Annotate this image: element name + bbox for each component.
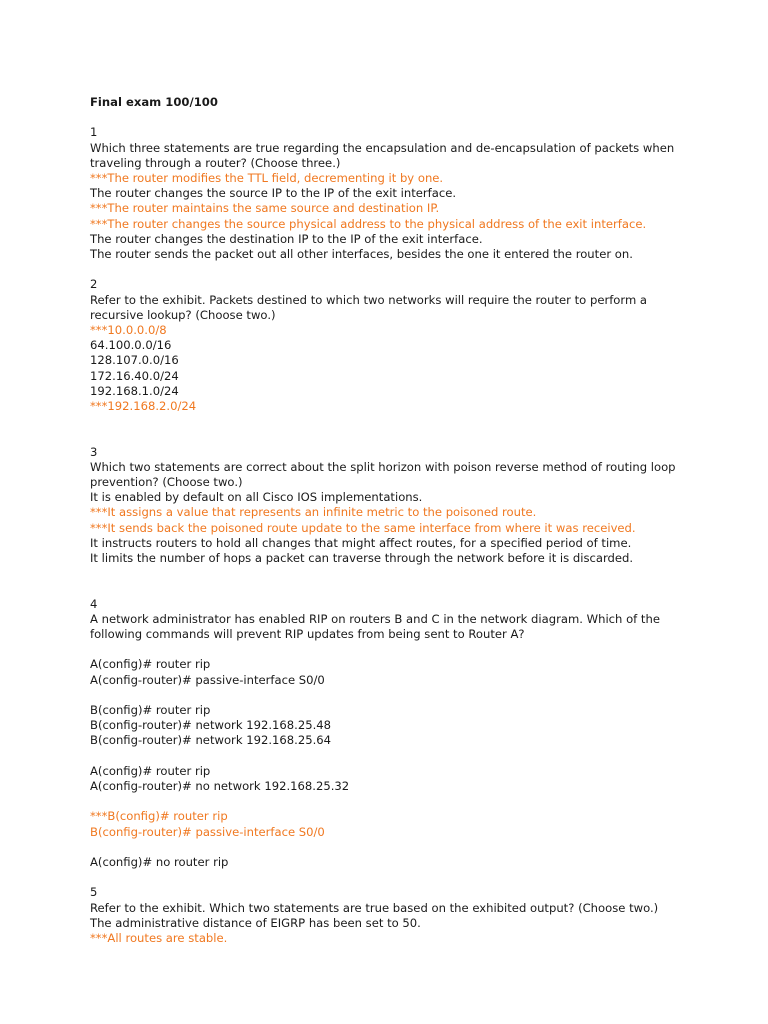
question-number: 4 bbox=[90, 596, 98, 611]
command-line-correct: ***B(config)# router rip bbox=[90, 809, 228, 824]
command-line: A(config)# router rip bbox=[90, 763, 211, 778]
question-number: 2 bbox=[90, 277, 98, 292]
spacer bbox=[90, 262, 690, 277]
spacer bbox=[90, 581, 690, 596]
answer-option: The administrative distance of EIGRP has been set to 50. bbox=[90, 915, 421, 930]
command-line: B(config-router)# network 192.168.25.48 bbox=[90, 718, 332, 733]
spacer bbox=[90, 688, 690, 703]
spacer bbox=[90, 429, 690, 444]
command-line: A(config)# router rip bbox=[90, 657, 211, 672]
answer-option-correct: ***It sends back the poisoned route update to the same interface from where it was received. bbox=[90, 520, 636, 535]
question-text: Which three statements are true regarding the encapsulation and de-encapsulation of packets when traveling through a router? (Choose three.) bbox=[90, 140, 675, 170]
answer-option: The router changes the source IP to the IP of the exit interface. bbox=[90, 186, 457, 201]
answer-option: 192.168.1.0/24 bbox=[90, 383, 179, 398]
command-line: A(config)# no router rip bbox=[90, 854, 229, 869]
answer-option-correct: ***The router changes the source physical address to the physical address of the exit interface. bbox=[90, 216, 647, 231]
spacer bbox=[90, 840, 690, 855]
command-line: A(config-router)# passive-interface S0/0 bbox=[90, 672, 325, 687]
question-block bbox=[90, 125, 690, 262]
answer-option: 172.16.40.0/24 bbox=[90, 368, 179, 383]
document-title: Final exam 100/100 bbox=[90, 95, 218, 109]
command-line: A(config-router)# no network 192.168.25.32 bbox=[90, 779, 350, 793]
question-number: 3 bbox=[90, 444, 98, 459]
answer-option-correct: ***10.0.0.0/8 bbox=[90, 323, 167, 338]
command-line: B(config)# router rip bbox=[90, 703, 211, 717]
spacer bbox=[90, 414, 690, 429]
answer-option-correct: ***The router maintains the same source and destination IP. bbox=[90, 201, 440, 216]
answer-option: The router sends the packet out all other interfaces, besides the one it entered the router on. bbox=[90, 247, 633, 262]
question-text: Refer to the exhibit. Which two statements are true based on the exhibited output? (Choose two.) bbox=[90, 900, 659, 915]
command-line: B(config-router)# network 192.168.25.64 bbox=[90, 733, 332, 748]
question-block bbox=[90, 445, 690, 567]
question-block bbox=[90, 277, 690, 414]
spacer bbox=[90, 870, 690, 885]
answer-option: The router changes the destination IP to the IP of the exit interface. bbox=[90, 231, 483, 246]
question-block bbox=[90, 597, 690, 871]
answer-option: It is enabled by default on all Cisco IOS implementations. bbox=[90, 490, 423, 505]
question-number: 1 bbox=[90, 125, 98, 140]
spacer bbox=[90, 749, 690, 764]
answer-option-correct: ***It assigns a value that represents an infinite metric to the poisoned route. bbox=[90, 505, 537, 520]
spacer bbox=[90, 642, 690, 657]
question-number: 5 bbox=[90, 885, 98, 900]
exam-document bbox=[90, 95, 690, 946]
answer-option-correct: ***192.168.2.0/24 bbox=[90, 399, 197, 414]
answer-option: 64.100.0.0/16 bbox=[90, 338, 172, 353]
answer-option: It instructs routers to hold all changes that might affect routes, for a specified period of time. bbox=[90, 535, 632, 550]
answer-option-correct: ***All routes are stable. bbox=[90, 930, 228, 945]
spacer bbox=[90, 794, 690, 809]
answer-option: It limits the number of hops a packet can traverse through the network before it is discarded. bbox=[90, 551, 634, 566]
answer-option-correct: ***The router modifies the TTL field, decrementing it by one. bbox=[90, 171, 444, 185]
question-text: Which two statements are correct about the split horizon with poison reverse method of routing loop prevention? (Choose two.) bbox=[90, 459, 676, 490]
question-text: Refer to the exhibit. Packets destined to which two networks will require the router to perform a recursive lookup? (Choose two.) bbox=[90, 292, 648, 322]
command-line-correct: B(config-router)# passive-interface S0/0 bbox=[90, 824, 325, 839]
spacer bbox=[90, 566, 690, 581]
answer-option: 128.107.0.0/16 bbox=[90, 353, 179, 368]
question-text: A network administrator has enabled RIP on routers B and C in the network diagram. Which of the following commands will prevent RIP updates from being sent to Router A? bbox=[90, 611, 660, 642]
question-block bbox=[90, 885, 690, 946]
